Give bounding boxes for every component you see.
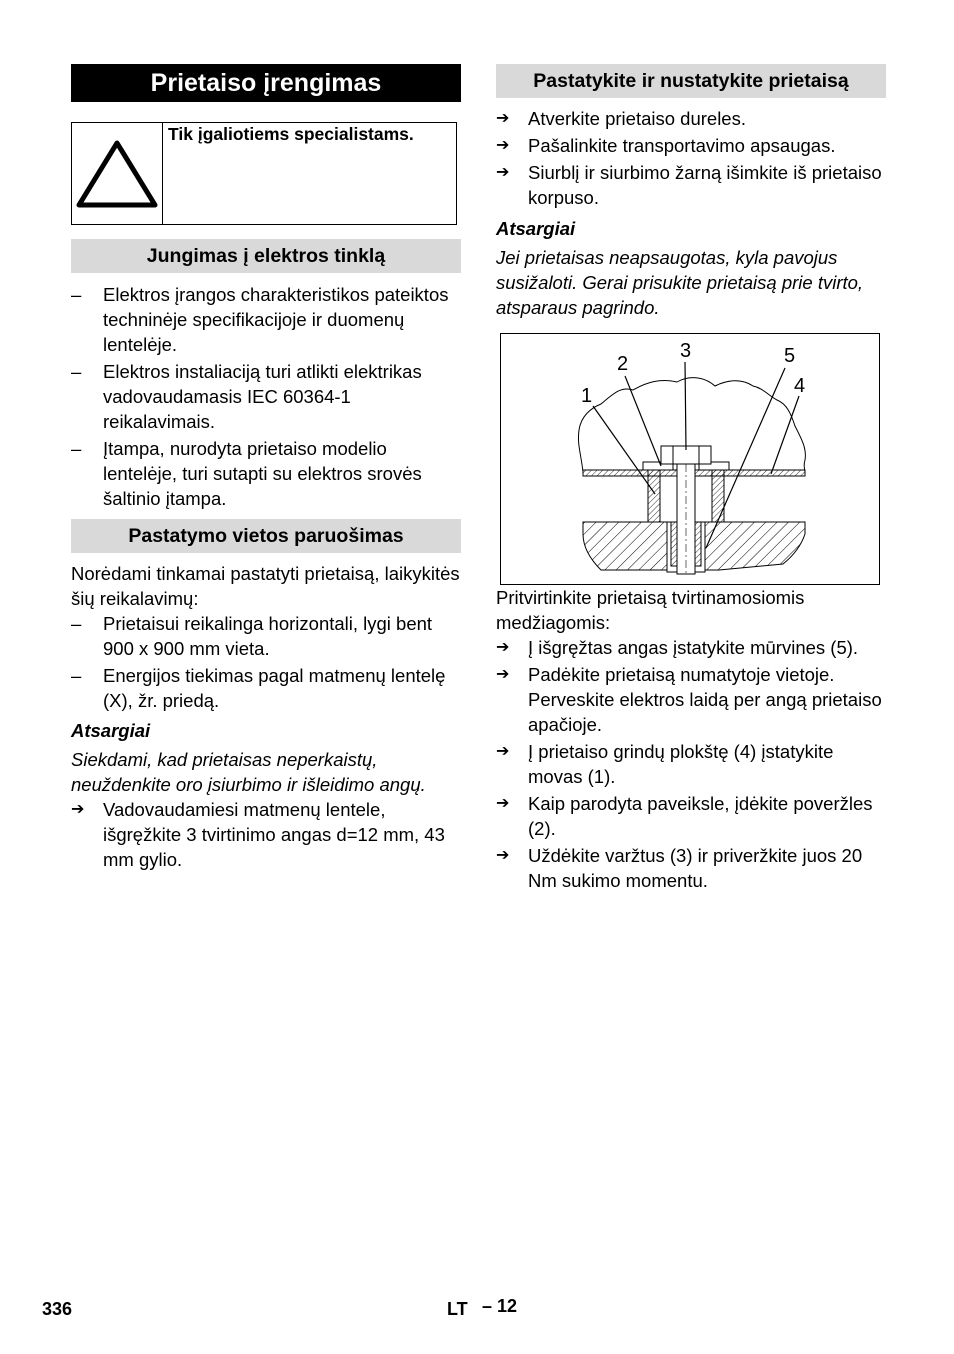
list-item	[496, 843, 886, 893]
list-item	[71, 797, 461, 872]
electrical-list	[71, 282, 461, 513]
list-item	[496, 739, 886, 789]
arrow-right-icon: ➔	[496, 666, 510, 683]
mounting-diagram	[500, 333, 880, 585]
warning-triangle-icon	[72, 123, 163, 224]
list-item	[496, 662, 886, 737]
drill-step-list	[71, 797, 461, 874]
caution-text: Siekdami, kad prietaisas neperkaistų, neuždenkite oro įsiurbimo ir išleidimo angų.	[71, 749, 426, 795]
page-number: 336	[42, 1299, 73, 1319]
arrow-right-icon: ➔	[496, 137, 510, 154]
figure-label-4: 4	[794, 375, 806, 397]
step-text: Padėkite prietaisą numatytoje vietoje. Perveskite elektros laidą per angą prietaiso apačioje.	[528, 664, 882, 735]
arrow-right-icon: ➔	[496, 743, 510, 760]
arrow-right-icon: ➔	[496, 847, 510, 864]
section-heading-setup: Pastatykite ir nustatykite prietaisą	[496, 64, 886, 98]
figure-label-3: 3	[680, 340, 692, 362]
fixing-intro: Pritvirtinkite prietaisą tvirtinamosiomis medžiagomis:	[496, 587, 805, 633]
figure-label-1: 1	[581, 385, 593, 407]
step-text: Kaip parodyta paveiksle, įdėkite poveržles (2).	[528, 793, 873, 839]
section-heading-electrical: Jungimas į elektros tinklą	[71, 239, 461, 273]
list-item: – Įtampa, nurodyta prietaiso modelio lentelėje, turi sutapti su elektros srovės šaltinio įtampa.	[71, 436, 461, 511]
list-item	[496, 791, 886, 841]
site-prep-list	[71, 611, 461, 715]
language-code: LT	[447, 1299, 468, 1319]
list-item: – Elektros įrangos charakteristikos pateiktos techninėje specifikacijoje ir duomenų lentelėje.	[71, 282, 461, 357]
arrow-right-icon: ➔	[496, 639, 510, 656]
caution-label: Atsargiai	[71, 720, 151, 741]
warning-text: Tik įgaliotiems specialistams.	[168, 124, 414, 144]
site-prep-intro: Norėdami tinkamai pastatyti prietaisą, laikykitės šių reikalavimų:	[71, 563, 460, 609]
list-item: – Energijos tiekimas pagal matmenų lentelę (X), žr. priedą.	[71, 663, 461, 713]
step-text: Uždėkite varžtus (3) ir priveržkite juos 20 Nm sukimo momentu.	[528, 845, 863, 891]
list-item: – Prietaisui reikalinga horizontali, lygi bent 900 x 900 mm vieta.	[71, 611, 461, 661]
list-item	[496, 635, 886, 660]
section-heading-site-preparation: Pastatymo vietos paruošimas	[71, 519, 461, 553]
setup-steps-list	[496, 106, 886, 212]
step-text: Vadovaudamiesi matmenų lentele, išgręžkite 3 tvirtinimo angas d=12 mm, 43 mm gylio.	[103, 799, 445, 870]
arrow-right-icon: ➔	[71, 801, 85, 818]
step-text: Atverkite prietaiso dureles.	[528, 108, 746, 129]
fixing-steps-list	[496, 635, 886, 895]
warning-box	[71, 122, 457, 225]
list-item	[496, 160, 886, 210]
step-text: Į prietaiso grindų plokštę (4) įstatykite movas (1).	[528, 741, 834, 787]
caution-text: Jei prietaisas neapsaugotas, kyla pavojus susižaloti. Gerai prisukite prietaisą prie tvirto, atsparaus pagrindo.	[496, 247, 864, 318]
figure-label-5: 5	[784, 345, 796, 367]
list-item	[496, 133, 886, 158]
figure-label-2: 2	[617, 353, 629, 375]
sub-page-number: – 12	[482, 1296, 518, 1316]
list-item	[496, 106, 886, 131]
arrow-right-icon: ➔	[496, 110, 510, 127]
arrow-right-icon: ➔	[496, 164, 510, 181]
step-text: Siurblį ir siurbimo žarną išimkite iš prietaiso korpuso.	[528, 162, 882, 208]
caution-label: Atsargiai	[496, 218, 576, 239]
section-title-installation: Prietaiso įrengimas	[71, 64, 461, 102]
step-text: Į išgręžtas angas įstatykite mūrvines (5).	[528, 637, 859, 658]
step-text: Pašalinkite transportavimo apsaugas.	[528, 135, 836, 156]
arrow-right-icon: ➔	[496, 795, 510, 812]
list-item: – Elektros instaliaciją turi atlikti elektrikas vadovaudamasis IEC 60364-1 reikalavimais.	[71, 359, 461, 434]
